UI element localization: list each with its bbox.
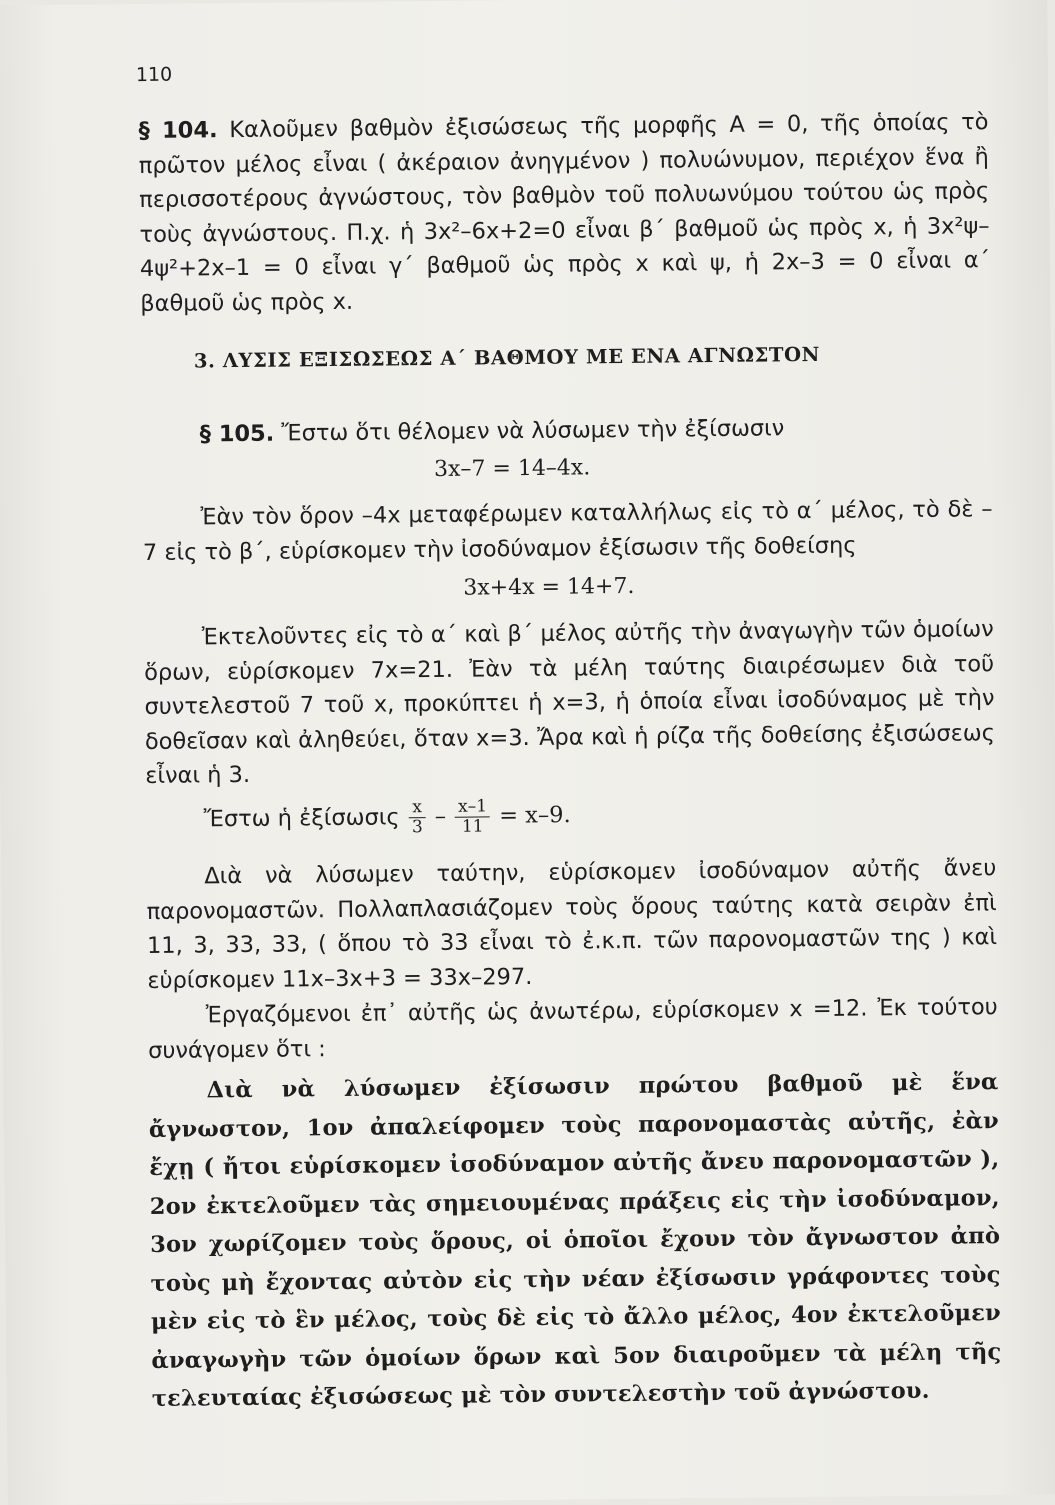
- paragraph-5: Ἐργαζόμενοι ἐπ᾿ αὐτῆς ὡς ἀνωτέρω, εὑρίσκομεν x =12. Ἐκ τούτου συνάγομεν ὅτι :: [147, 994, 998, 1064]
- paragraph-4-block: [146, 851, 997, 998]
- section-105-intro-line: [142, 409, 992, 452]
- section-105-intro: [142, 409, 992, 452]
- fraction-2-denominator: 11: [461, 816, 484, 837]
- fraction-x-over-3: [409, 798, 426, 837]
- section-105-intro-text: Ἔστω ὅτι θέλομεν νὰ λύσωμεν τὴν ἐξίσωσιν: [281, 415, 785, 447]
- paragraph-2: Ἐὰν τὸν ὅρον –4x μεταφέρωμεν καταλλήλως εἰς τὸ α΄ μέλος, τὸ δὲ –7 εἰς τὸ β΄, εὑρίσκομεν τὴν ἰσοδύναμον ἐξίσωσιν τῆς δοθείσης: [142, 496, 993, 566]
- section-104-text: Καλοῦμεν βαθμὸν ἐξισώσεως τῆς μορφῆς Α = 0, τῆς ὁποίας τὸ πρῶτον μέλος εἶναι ( ἀκέραιον ἀνηγμένον ) πολυώνυμον, περιέχον ἕνα ἢ περισσοτέρους ἀγνώστους, τὸν βαθμὸν τοῦ πολυωνύμου τούτου ὡς πρὸς τοὺς ἀγνώστους. Π.χ. ἡ 3x²–6x+2=0 εἶναι β΄ βαθμοῦ ὡς πρὸς x, ἡ 3x²ψ–4ψ²+2x–1 = 0 εἶναι γ΄ βαθμοῦ ὡς πρὸς x καὶ ψ, ἡ 2x–3 = 0 εἶναι α΄ βαθμοῦ ὡς πρὸς x.: [138, 109, 991, 317]
- example-2-equation: [146, 792, 996, 840]
- section-104-paragraph: [138, 105, 990, 321]
- paragraph-4: Διὰ νὰ λύσωμεν ταύτην, εὑρίσκομεν ἰσοδύναμον αὐτῆς ἄνευ παρονομαστῶν. Πολλαπλασιάζομεν τοὺς ὅρους ταύτης κατὰ σειρὰν ἐπὶ 11, 3, 33, 33, ( ὅπου τὸ 33 εἶναι τὸ ἐ.κ.π. τῶν παρονομαστῶν της ) καὶ εὑρίσκομεν 11x–3x+3 = 33x–297.: [146, 855, 998, 994]
- section-105-number: § 105.: [199, 420, 275, 448]
- rule-text: Διὰ νὰ λύσωμεν ἐξίσωσιν πρώτου βαθμοῦ μὲ ἕνα ἄγνωστον, 1ον ἀπαλείφομεν τοὺς παρονομαστὰς αὐτῆς, ἐὰν ἔχῃ ( ἤτοι εὑρίσκομεν ἰσοδύναμον αὐτῆς ἄνευ παρονομαστῶν ), 2ον ἐκτελοῦμεν τὰς σημειουμένας πράξεις εἰς τὴν ἰσοδύναμον, 3ον χωρίζομεν τοὺς ὅρους, οἱ ὁποῖοι ἔχουν τὸν ἄγνωστον ἀπὸ τοὺς μὴ ἔχοντας αὐτὸν εἰς τὴν νέαν ἐξίσωσιν γράφοντες τοὺς μὲν εἰς τὸ ἓν μέλος, τοὺς δὲ εἰς τὸ ἄλλο μέλος, 4ον ἐκτελοῦμεν ἀναγωγὴν τῶν ὁμοίων ὅρων καὶ 5ον διαιροῦμεν τὰ μέλη τῆς τελευταίας ἐξισώσεως μὲ τὸν συντελεστὴν τοῦ ἀγνώστου.: [148, 1069, 1002, 1412]
- equation-1: 3x–7 = 14–4x.: [433, 455, 591, 482]
- chapter-heading: 3. ΛΥΣΙΣ ΕΞΙΣΩΣΕΩΣ Α΄ ΒΑΘΜΟΥ ΜΕ ΕΝΑ ΑΓΝΩΣΤΟΝ: [193, 342, 821, 373]
- fraction-x-minus-1-over-11: [455, 797, 490, 836]
- section-104-number: § 104.: [138, 117, 218, 145]
- equation-2: 3x+4x = 14+7.: [463, 573, 635, 601]
- paragraph-3: Ἐκτελοῦντες εἰς τὸ α΄ καὶ β΄ μέλος αὐτῆς τὴν ἀναγωγὴν τῶν ὁμοίων ὅρων, εὑρίσκομεν 7x=21. Ἐὰν τὰ μέλη ταύτης διαιρέσωμεν διὰ τοῦ συντελεστοῦ 7 τοῦ x, προκύπτει ἡ x=3, ἡ ὁποία εἶναι ἰσοδύναμος μὲ τὴν δοθεῖσαν καὶ ἀληθεύει, ὅταν x=3. Ἄρα καὶ ἡ ρίζα τῆς δοθείσης ἐξισώσεως εἶναι ἡ 3.: [144, 616, 995, 790]
- page-number: 110: [135, 63, 173, 87]
- rule-block: [148, 1063, 1002, 1418]
- fraction-2-numerator: x–1: [455, 797, 490, 817]
- paragraph-5-block: [148, 990, 999, 1068]
- example-2-tail: = x–9.: [499, 802, 571, 829]
- example-2-lead: Ἔστω ἡ ἐξίσωσις: [203, 803, 400, 832]
- paragraph-3-block: [144, 612, 996, 793]
- section-104: [138, 105, 990, 321]
- fraction-1-denominator: 3: [411, 817, 423, 838]
- paragraph-2-block: [142, 492, 993, 570]
- minus-sign: –: [434, 803, 447, 830]
- fraction-1-numerator: x: [409, 798, 426, 818]
